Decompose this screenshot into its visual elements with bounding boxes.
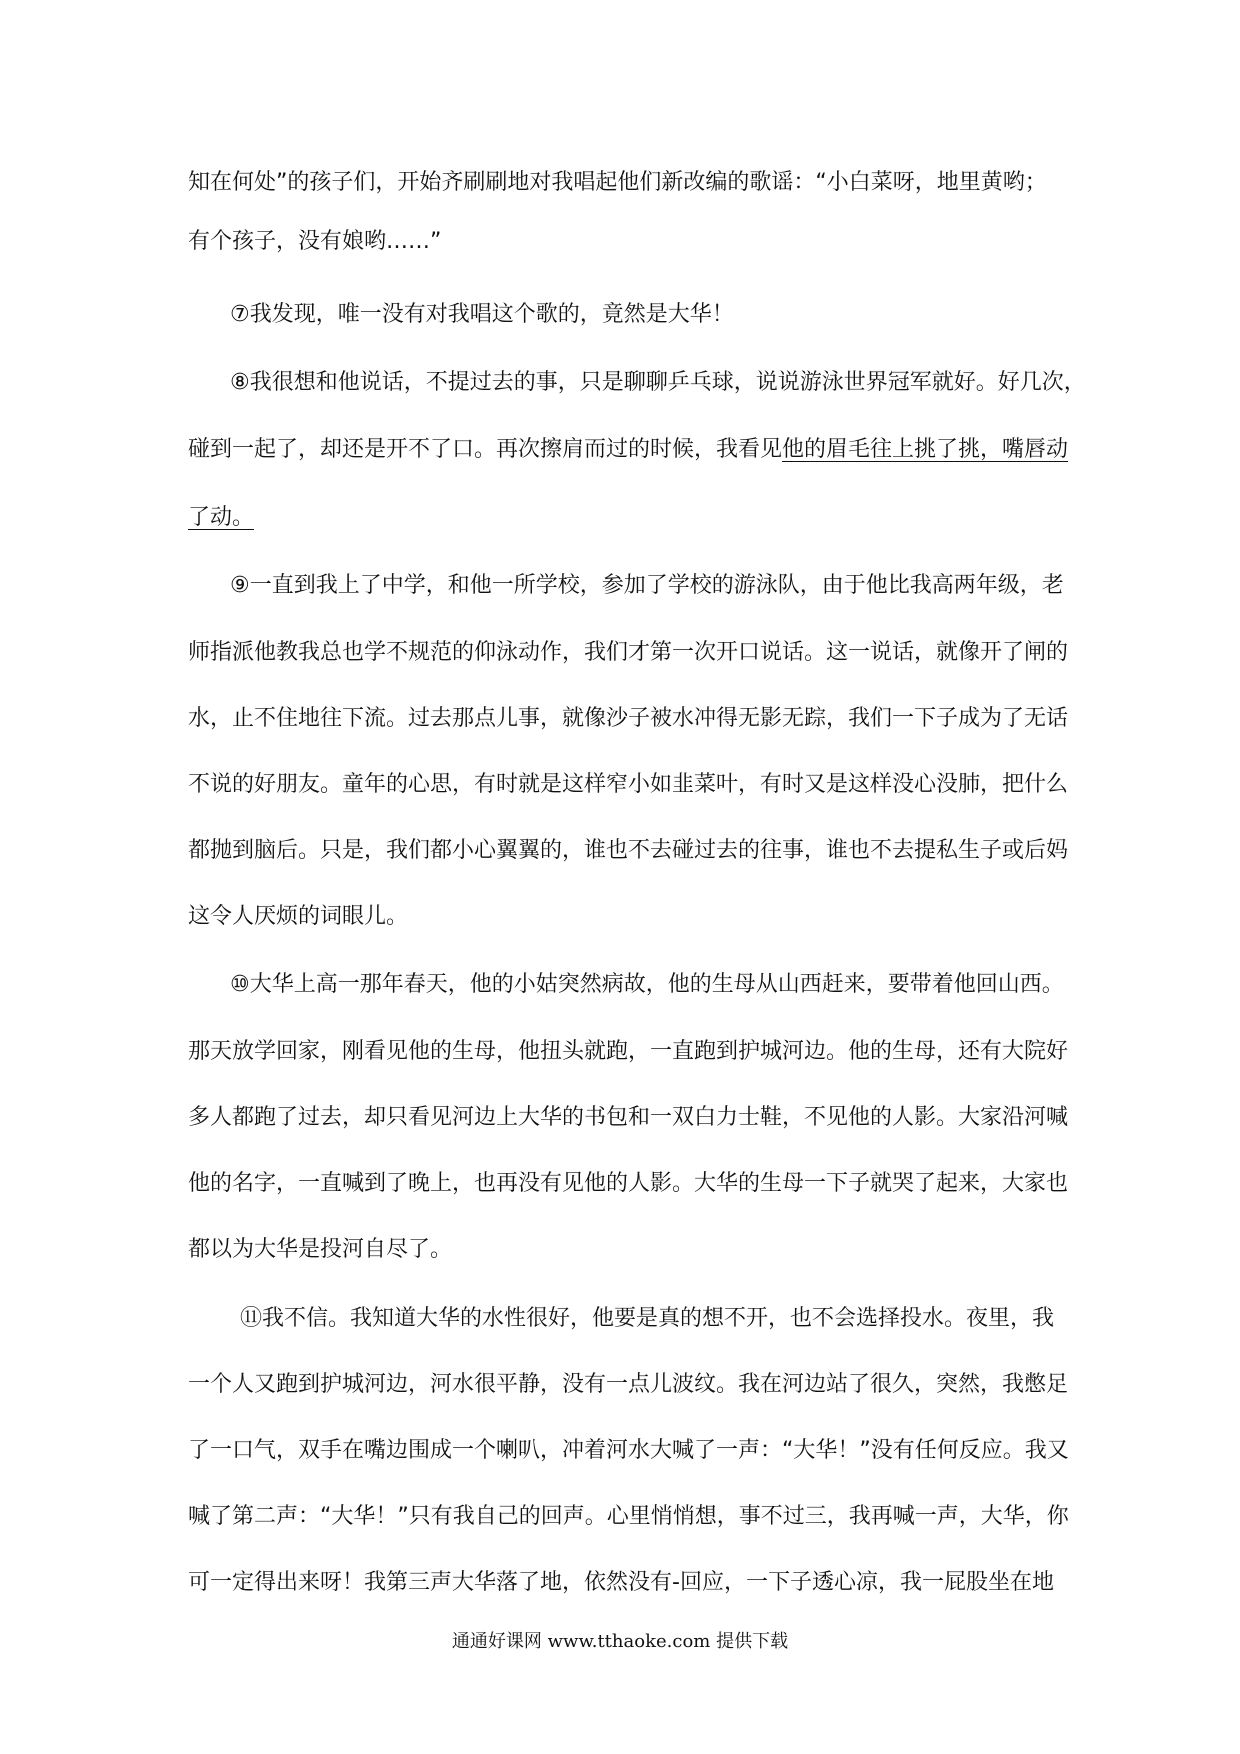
text-line: 多人都跑了过去，却只看见河边上大华的书包和一双白力士鞋，不见他的人影。大家沿河喊	[188, 1105, 1069, 1130]
text-line: 都以为大华是投河自尽了。	[188, 1237, 453, 1262]
text-line: 有个孩子，没有娘哟……”	[188, 229, 442, 254]
paragraph-7: ⑦我发现，唯一没有对我唱这个歌的，竟然是大华！	[230, 302, 734, 327]
text-line: 知在何处”的孩子们，开始齐刷刷地对我唱起他们新改编的歌谣：“小白菜呀，地里黄哟；	[188, 170, 1047, 195]
text-line	[188, 503, 1058, 533]
paragraph-10: ⑩大华上高一那年春天，他的小姑突然病故，他的生母从山西赶来，要带着他回山西。	[230, 972, 1064, 997]
text-line: 喊了第二声：“大华！”只有我自己的回声。心里悄悄想，事不过三，我再喊一声，大华，你	[188, 1504, 1069, 1529]
text-line: 了一口气，双手在嘴边围成一个喇叭，冲着河水大喊了一声：“大华！”没有任何反应。我又	[188, 1438, 1069, 1463]
underlined-text: 了动。	[188, 505, 255, 530]
text-line: 那天放学回家，刚看见他的生母，他扭头就跑，一直跑到护城河边。他的生母，还有大院好	[188, 1039, 1069, 1064]
paragraph-11: ⑪我不信。我知道大华的水性很好，他要是真的想不开，也不会选择投水。夜里，我	[240, 1306, 1055, 1331]
paragraph-8: ⑧我很想和他说话，不提过去的事，只是聊聊乒乓球，说说游泳世界冠军就好。好几次，	[230, 370, 1086, 395]
text-line: 都抛到脑后。只是，我们都小心翼翼的，谁也不去碰过去的往事，谁也不去提私生子或后妈	[188, 838, 1069, 863]
text-line: 这令人厌烦的词眼儿。	[188, 904, 409, 929]
text-line: 水，止不住地往下流。过去那点儿事，就像沙子被水冲得无影无踪，我们一下子成为了无话	[188, 706, 1069, 731]
text-line: 可一定得出来呀！我第三声大华落了地，依然没有-回应，一下子透心凉，我一屁股坐在地	[188, 1570, 1054, 1595]
text-line: 他的名字，一直喊到了晚上，也再没有见他的人影。大华的生母一下子就哭了起来，大家也	[188, 1171, 1069, 1196]
text-line: 不说的好朋友。童年的心思，有时就是这样窄小如韭菜叶，有时又是这样没心没肺，把什么	[188, 772, 1069, 797]
text-segment: 碰到一起了，却还是开不了口。再次擦肩而过的时候，我看见	[188, 437, 783, 462]
paragraph-9: ⑨一直到我上了中学，和他一所学校，参加了学校的游泳队，由于他比我高两年级，老	[230, 573, 1064, 598]
underlined-text: 他的眉毛往上挑了挑，嘴唇动	[782, 437, 1069, 462]
text-line: 师指派他教我总也学不规范的仰泳动作，我们才第一次开口说话。这一说话，就像开了闸的	[188, 640, 1069, 665]
text-line	[188, 435, 1069, 465]
text-line: 一个人又跑到护城河边，河水很平静，没有一点儿波纹。我在河边站了很久，突然，我憋足	[188, 1372, 1069, 1397]
page-footer: 通通好课网 www.tthaoke.com 提供下载	[451, 1631, 789, 1652]
